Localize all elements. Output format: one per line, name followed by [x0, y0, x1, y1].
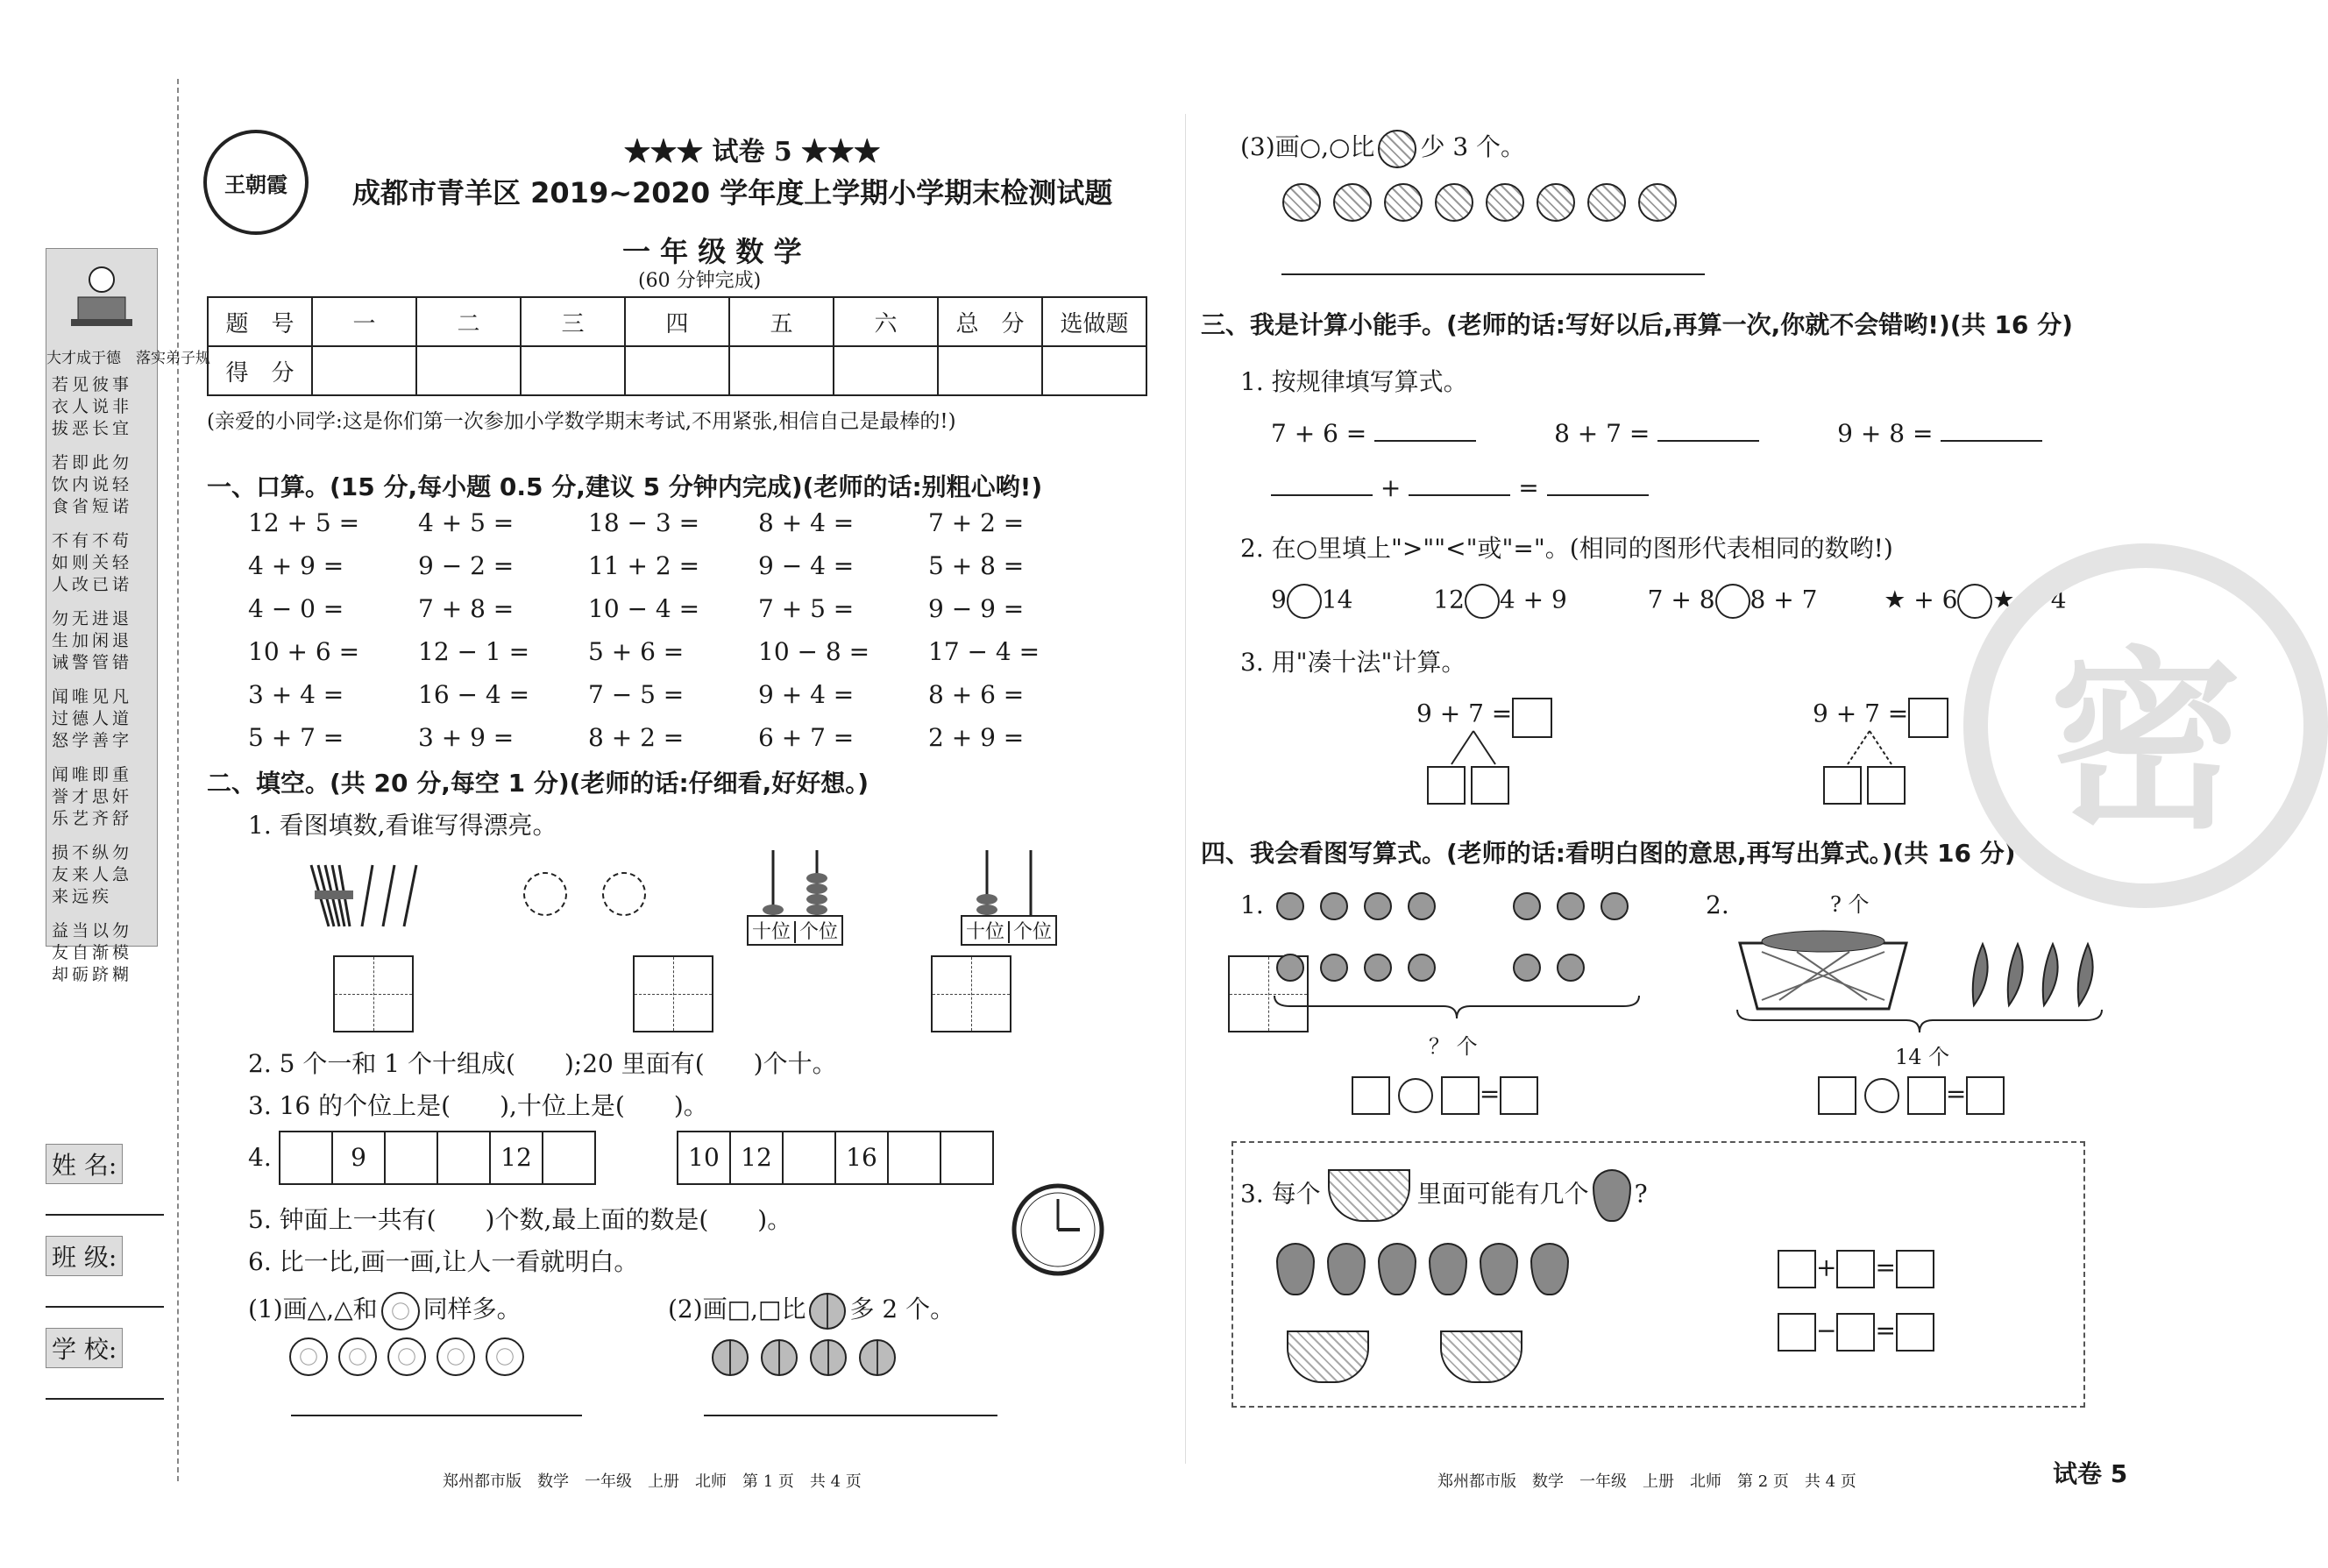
score-header: 选做题 [1042, 297, 1146, 346]
answer-box[interactable] [1896, 1313, 1934, 1352]
score-header: 题 号 [208, 297, 312, 346]
logo: 王朝霞 [203, 130, 309, 235]
kids-group-icon [1273, 887, 1641, 1004]
score-cell[interactable] [625, 346, 729, 395]
answer-box[interactable] [1441, 1076, 1480, 1115]
answer-box[interactable] [1896, 1250, 1934, 1288]
sidebar-motto-panel [46, 248, 210, 984]
soccer-ball-icon [387, 1337, 426, 1376]
answer-box[interactable] [1512, 698, 1552, 738]
basketball-icon [810, 1339, 847, 1376]
answer-box[interactable] [1500, 1076, 1538, 1115]
pattern-next-row: + = [1271, 473, 1649, 502]
calc-item: 11 + 2 = [588, 551, 700, 580]
sequence-cell: 10 [678, 1132, 731, 1183]
answer-blank[interactable] [1271, 494, 1373, 496]
number-sequence-2 [677, 1131, 994, 1185]
paper-number: ★★★ 试卷 5 ★★★ [624, 137, 881, 167]
q4-2-label: 2. [1706, 890, 1729, 919]
answer-box[interactable] [1778, 1250, 1816, 1288]
soccer-ball-icon [338, 1337, 377, 1376]
answer-box[interactable] [1471, 766, 1509, 805]
volleyball-icon [1282, 183, 1321, 222]
q2-3-text: 3. 16 的个位上是( ),十位上是( )。 [248, 1091, 708, 1120]
calc-item: 9 + 4 = [758, 680, 855, 709]
brace-icon [1735, 1008, 2104, 1034]
answer-box[interactable] [1966, 1076, 2005, 1115]
q2-6-1: (1)画△,△和 同样多。 [248, 1290, 522, 1330]
sequence-cell[interactable] [438, 1132, 491, 1183]
sequence-cell[interactable] [784, 1132, 836, 1183]
page-divider [1185, 114, 1186, 1464]
operator-circle[interactable] [1398, 1078, 1433, 1113]
section-2-title: 二、填空。(共 20 分,每空 1 分)(老师的话:仔细看,好好想。) [207, 769, 869, 798]
duration: (60 分钟完成) [638, 270, 762, 292]
pepper-basket-icon [1735, 926, 1911, 1017]
class-label: 班 级: [46, 1236, 123, 1276]
number-sequence-1 [279, 1131, 596, 1185]
basketball-icon [712, 1339, 749, 1376]
score-header: 三 [521, 297, 625, 346]
q2-6-text: 6. 比一比,画一画,让人一看就明白。 [248, 1247, 639, 1276]
peppers-icon [1965, 940, 2097, 1013]
sticks-bundle-icon [302, 861, 434, 934]
score-header: 四 [625, 297, 729, 346]
answer-line[interactable] [291, 1415, 582, 1416]
soccer-ball-icon [486, 1337, 524, 1376]
q2-5-text: 5. 钟面上一共有( )个数,最上面的数是( )。 [248, 1205, 792, 1234]
footer-left: 郑州都市版 数学 一年级 上册 北师 第 1 页 共 4 页 [443, 1472, 862, 1491]
confidential-watermark: 密 [1963, 543, 2328, 908]
score-header: 二 [416, 297, 521, 346]
q4-2-total: 14 个 [1895, 1045, 1950, 1069]
intro-text: (亲爱的小同学:这是你们第一次参加小学数学期末考试,不用紧张,相信自己是最棒的!) [207, 410, 956, 433]
answer-box[interactable] [1818, 1076, 1856, 1115]
basketball-icon [859, 1339, 896, 1376]
calc-item: 6 + 7 = [758, 723, 855, 752]
score-cell[interactable] [1042, 346, 1146, 395]
make-ten-2: 9 + 7 = [1813, 698, 1948, 738]
sequence-cell[interactable] [543, 1132, 596, 1183]
calc-item: 5 + 6 = [588, 637, 685, 666]
calc-item: 7 − 5 = [588, 680, 685, 709]
soccer-ball-icon [436, 1337, 475, 1376]
volleyballs-row [1282, 183, 1689, 225]
score-row-label: 得 分 [208, 346, 312, 395]
basket-icon [1328, 1169, 1410, 1222]
answer-blank[interactable] [1374, 440, 1476, 442]
equation-row: = [1818, 1076, 2005, 1115]
sequence-cell: 12 [491, 1132, 543, 1183]
calc-item: 10 − 4 = [588, 594, 700, 623]
bead-rings-icon [519, 868, 659, 924]
section-1-title: 一、口算。(15 分,每小题 0.5 分,建议 5 分钟内完成)(老师的话:别粗心哟!) [207, 472, 1043, 501]
calc-item: 17 − 4 = [928, 637, 1040, 666]
q2-1-text: 1. 看图填数,看谁写得漂亮。 [248, 811, 557, 840]
school-field[interactable] [46, 1398, 164, 1400]
answer-box[interactable] [1823, 766, 1862, 805]
sequence-cell: 9 [333, 1132, 386, 1183]
name-label: 姓 名: [46, 1144, 123, 1184]
answer-box[interactable] [1778, 1313, 1816, 1352]
volleyball-icon [1486, 183, 1524, 222]
volleyball-icon [1384, 183, 1423, 222]
answer-blank[interactable] [1547, 494, 1649, 496]
calc-item: 7 + 8 = [418, 594, 515, 623]
pear-icon [1429, 1243, 1467, 1295]
q3-3-text: 3. 用"凑十法"计算。 [1240, 648, 1466, 677]
volleyball-icon [1638, 183, 1677, 222]
calc-item: 3 + 4 = [248, 680, 344, 709]
calc-item: 9 − 4 = [758, 551, 855, 580]
abacus-icon [961, 848, 1057, 922]
sidebar-verse: 若见彼事衣人说非拔恶长宜 [52, 375, 133, 438]
score-header: 一 [312, 297, 416, 346]
subject-title: 一 年 级 数 学 [622, 235, 802, 268]
calc-item: 12 − 1 = [418, 637, 530, 666]
footer-badge: 试卷 5 [2053, 1459, 2128, 1488]
score-cell[interactable] [416, 346, 521, 395]
answer-blank[interactable] [1941, 440, 2042, 442]
pear-icon [1480, 1243, 1518, 1295]
volleyball-icon [1333, 183, 1372, 222]
class-field[interactable] [46, 1306, 164, 1308]
answer-box[interactable] [1427, 766, 1466, 805]
writing-grid[interactable] [931, 955, 1011, 1032]
soccer-ball-icon [289, 1337, 328, 1376]
answer-blank[interactable] [1657, 440, 1759, 442]
calc-item: 4 − 0 = [248, 594, 344, 623]
pear-icon [1276, 1243, 1315, 1295]
section-4-title: 四、我会看图写算式。(老师的话:看明白图的意思,再写出算式。)(共 16 分) [1201, 839, 2016, 868]
calc-item: 7 + 2 = [928, 508, 1025, 537]
scholar-illustration [46, 249, 157, 345]
compare-row: 9 14 12 4 + 9 7 + 8 8 + 7 ★ + 6 ★ + 4 [1271, 584, 2067, 619]
calc-item: 10 − 8 = [758, 637, 870, 666]
abacus-label: 十位 个位 [747, 915, 843, 946]
sidebar-verse: 损不纵勿友来人急来远疾 [52, 843, 133, 906]
compare-circle[interactable] [1287, 584, 1322, 619]
score-header: 六 [834, 297, 938, 346]
pear-icon [1593, 1169, 1631, 1222]
writing-grid[interactable] [633, 955, 713, 1032]
calc-item: 3 + 9 = [418, 723, 515, 752]
sidebar-verse: 益当以勿友自渐模却砺跻糊 [52, 921, 133, 984]
pears-row [1276, 1243, 1581, 1299]
volleyball-icon [1435, 183, 1473, 222]
calc-item: 4 + 5 = [418, 508, 515, 537]
calc-item: 8 + 6 = [928, 680, 1025, 709]
q3-1-text: 1. 按规律填写算式。 [1240, 367, 1468, 396]
sequence-cell[interactable] [941, 1132, 994, 1183]
pear-icon [1378, 1243, 1416, 1295]
q4-3-text: 3. 每个 里面可能有几个 ? [1240, 1169, 1648, 1222]
q2-6-3: (3)画○,○比 少 3 个。 [1240, 128, 1525, 168]
basketballs-row [712, 1339, 908, 1380]
calc-item: 16 − 4 = [418, 680, 530, 709]
soccer-ball-icon [381, 1292, 420, 1330]
q2-6-2: (2)画□,□比 多 2 个。 [668, 1290, 955, 1330]
score-header: 总 分 [938, 297, 1042, 346]
calc-item: 5 + 7 = [248, 723, 344, 752]
abacus-icon [747, 848, 843, 922]
footer-right: 郑州都市版 数学 一年级 上册 北师 第 2 页 共 4 页 [1437, 1472, 1856, 1491]
q2-2-text: 2. 5 个一和 1 个十组成( );20 里面有( )个十。 [248, 1049, 837, 1078]
score-table [207, 296, 1147, 396]
score-cell[interactable] [729, 346, 834, 395]
calc-item: 18 − 3 = [588, 508, 700, 537]
answer-blank[interactable] [1409, 494, 1510, 496]
calc-item: 2 + 9 = [928, 723, 1025, 752]
sidebar-verse: 不有不苟如则关轻人改已诺 [52, 531, 133, 594]
sequence-cell: 12 [731, 1132, 784, 1183]
section-3-title: 三、我是计算小能手。(老师的话:写好以后,再算一次,你就不会错哟!)(共 16 分) [1201, 310, 2073, 339]
soccer-balls-row [289, 1337, 535, 1380]
school-label: 学 校: [46, 1328, 123, 1368]
compare-circle[interactable] [1715, 584, 1750, 619]
score-cell[interactable] [521, 346, 625, 395]
calc-item: 4 + 9 = [248, 551, 344, 580]
compare-circle[interactable] [1465, 584, 1500, 619]
calc-item: 12 + 5 = [248, 508, 360, 537]
calc-item: 9 − 2 = [418, 551, 515, 580]
q4-2-top: ? 个 [1830, 892, 1870, 917]
abacus-label: 十位 个位 [961, 915, 1057, 946]
pear-icon [1530, 1243, 1569, 1295]
sidebar-verse: 勿无进退生加闲退诫警管错 [52, 609, 133, 672]
make-ten-1: 9 + 7 = [1416, 698, 1552, 738]
subtraction-row: − = [1778, 1313, 1934, 1352]
addition-row: + = [1778, 1250, 1934, 1288]
sidebar-verse: 闻唯即重誉才思奸乐艺齐舒 [52, 765, 133, 828]
binding-line [177, 79, 179, 1481]
basketball-icon [761, 1339, 798, 1376]
q2-4-label: 4. [248, 1143, 272, 1172]
answer-box[interactable] [1836, 1250, 1875, 1288]
clock-icon [1010, 1181, 1106, 1281]
sequence-cell: 16 [836, 1132, 889, 1183]
pattern-row: 7 + 6 = 8 + 7 = 9 + 8 = [1271, 419, 2042, 448]
answer-box[interactable] [1908, 698, 1948, 738]
oral-calc-grid [248, 508, 1081, 752]
q3-2-text: 2. 在○里填上">""<"或"="。(相同的图形代表相同的数哟!) [1240, 534, 1893, 563]
q4-1-label: 1. [1240, 890, 1264, 919]
answer-box[interactable] [1867, 766, 1906, 805]
name-field[interactable] [46, 1214, 164, 1216]
q4-1-total: ？ 个 [1429, 1034, 1478, 1059]
score-cell[interactable] [938, 346, 1042, 395]
exam-title: 成都市青羊区 2019~2020 学年度上学期小学期末检测试题 [352, 176, 1113, 209]
sequence-cell[interactable] [889, 1132, 941, 1183]
writing-grid[interactable] [333, 955, 414, 1032]
pear-icon [1327, 1243, 1366, 1295]
calc-item: 9 − 9 = [928, 594, 1025, 623]
calc-item: 8 + 2 = [588, 723, 685, 752]
operator-circle[interactable] [1864, 1078, 1899, 1113]
calc-item: 10 + 6 = [248, 637, 360, 666]
answer-line[interactable] [1281, 273, 1705, 275]
answer-box[interactable] [1352, 1076, 1390, 1115]
score-cell[interactable] [834, 346, 938, 395]
volleyball-icon [1537, 183, 1575, 222]
calc-item: 8 + 4 = [758, 508, 855, 537]
sidebar-verse: 闻唯见凡过德人道怒学善字 [52, 687, 133, 750]
score-cell[interactable] [312, 346, 416, 395]
sequence-cell[interactable] [386, 1132, 438, 1183]
compare-circle[interactable] [1957, 584, 1992, 619]
volleyball-icon [1587, 183, 1626, 222]
calc-item: 5 + 8 = [928, 551, 1025, 580]
sidebar-verse: 若即此勿饮内说轻食省短诺 [52, 453, 133, 516]
answer-box[interactable] [1907, 1076, 1946, 1115]
brace-icon [1273, 994, 1641, 1020]
sidebar-motto: 大才成于德 落实弟子规 [46, 350, 210, 367]
answer-box[interactable] [1836, 1313, 1875, 1352]
volleyball-icon [1378, 130, 1416, 168]
basketball-icon [809, 1293, 846, 1330]
answer-line[interactable] [704, 1415, 997, 1416]
equation-row: = [1352, 1076, 1538, 1115]
score-header: 五 [729, 297, 834, 346]
calc-item: 7 + 5 = [758, 594, 855, 623]
sequence-cell[interactable] [280, 1132, 333, 1183]
